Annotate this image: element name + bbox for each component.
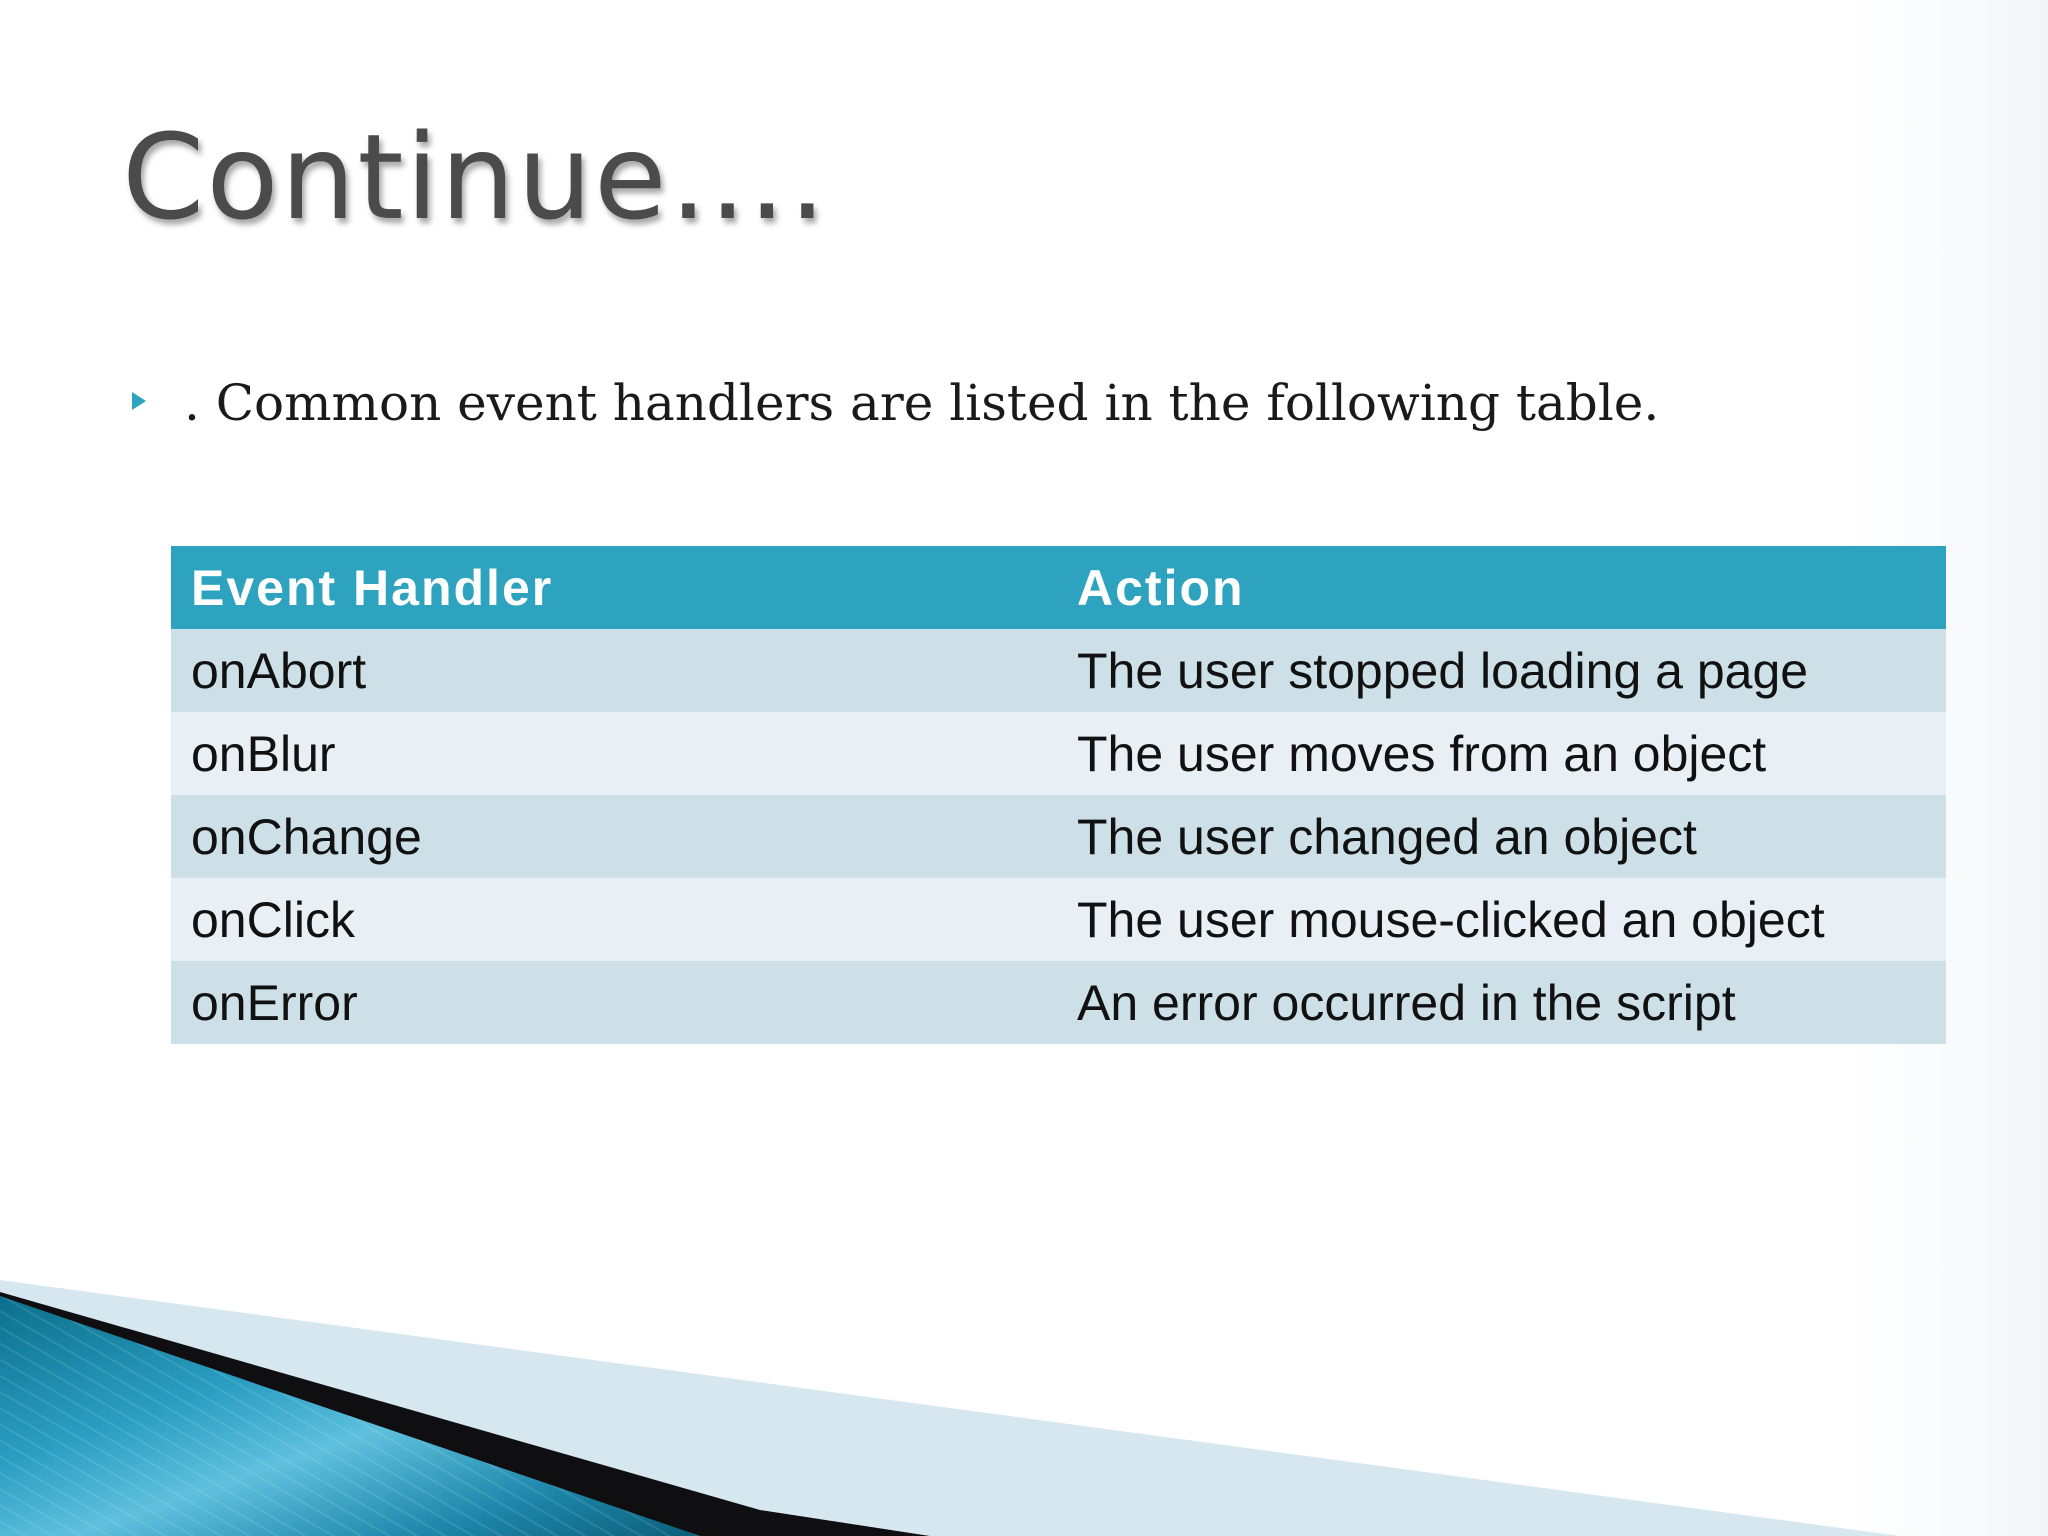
table-row [171,795,1946,878]
event-handler-table [171,546,1946,1044]
bullet-text: . Common event handlers are listed in the following table. [184,374,1660,432]
table-row [171,712,1946,795]
handler-cell: onChange [171,795,1057,878]
slide-title: Continue…. [122,108,829,246]
handler-cell: onError [171,961,1057,1044]
action-cell: The user mouse-clicked an object [1057,878,1946,961]
header-action: Action [1057,546,1946,629]
handler-cell: onBlur [171,712,1057,795]
triangle-bullet-icon [132,392,146,410]
action-cell: An error occurred in the script [1057,961,1946,1044]
table-row [171,961,1946,1044]
table-row [171,629,1946,712]
decorative-wave-graphic [0,1280,2048,1536]
handler-cell: onAbort [171,629,1057,712]
table-row [171,878,1946,961]
header-event-handler: Event Handler [171,546,1057,629]
action-cell: The user stopped loading a page [1057,629,1946,712]
table-header-row [171,546,1946,629]
bullet-item [132,374,1659,432]
action-cell: The user moves from an object [1057,712,1946,795]
handler-cell: onClick [171,878,1057,961]
action-cell: The user changed an object [1057,795,1946,878]
